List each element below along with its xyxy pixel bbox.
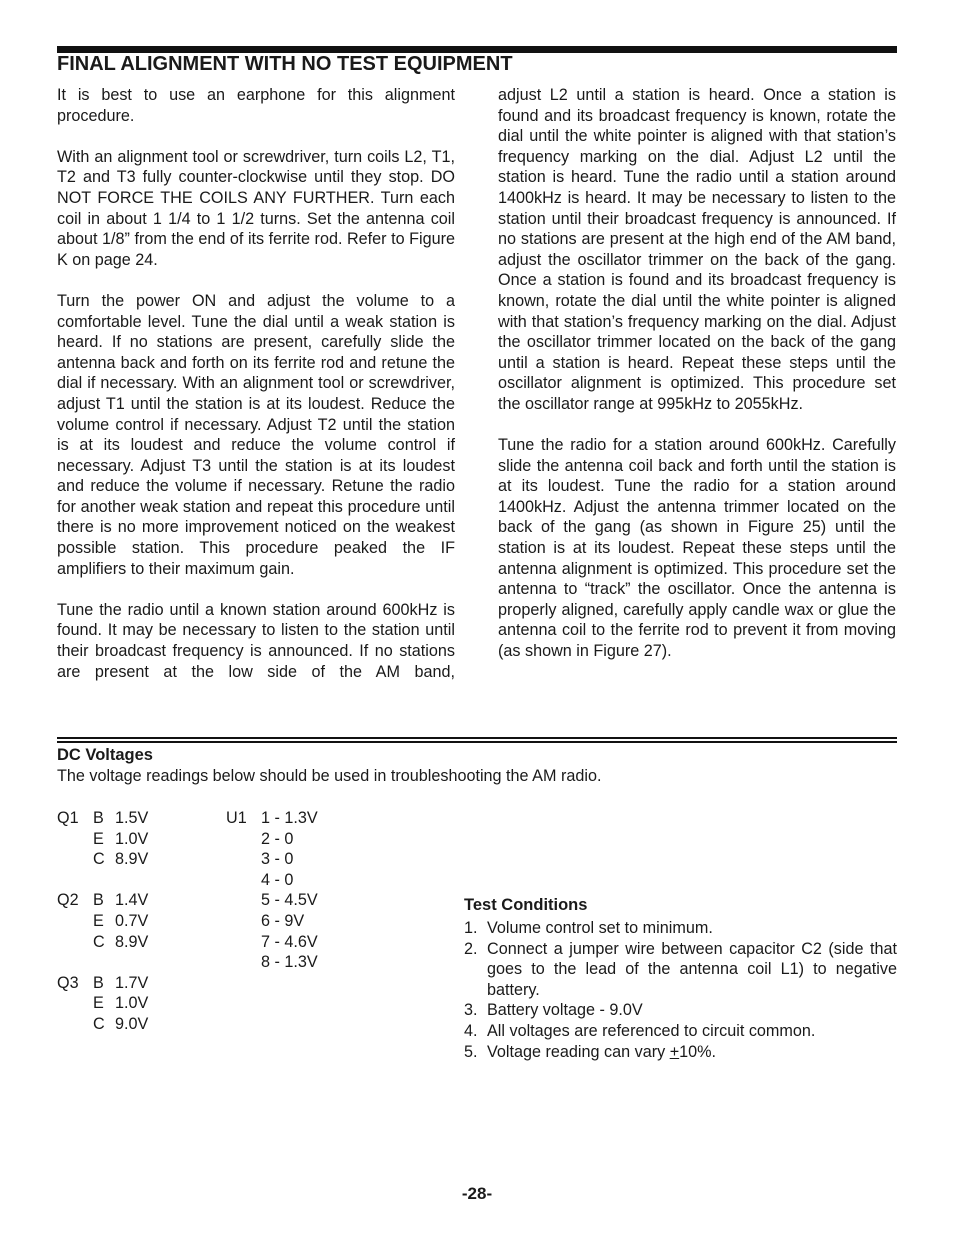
header-rule xyxy=(57,46,897,53)
voltage-value: 1.0V xyxy=(115,994,149,1013)
ic-pin-voltage: 8 - 1.3V xyxy=(261,953,318,972)
item-text: Connect a jumper wire between capacitor C2 (side that goes to the lead of the antenna coil L1) to negative battery. xyxy=(487,939,897,999)
pin-label: E xyxy=(93,994,104,1013)
pin-label: B xyxy=(93,891,104,910)
table-row xyxy=(57,829,148,850)
transistor-voltage-table xyxy=(57,808,148,1035)
paragraph: Tune the radio for a station around 600kHz. Carefully slide the antenna coil back and forth until the station is at its loudest. Tune the radio for a station around 1400kHz. Adjust the antenna trimmer located on the back of the gang (as shown in Figure 25) until the station is at its loudest. Repeat these steps until the antenna alignment is optimized. This procedure set the antenna to “track” the oscillator. Once the antenna is properly aligned, carefully apply candle wax or glue the antenna coil to the ferrite rod to prevent it from moving (as shown in Figure 27). xyxy=(498,436,896,661)
right-column xyxy=(498,85,896,682)
dc-voltages-description: The voltage readings below should be used in troubleshooting the AM radio. xyxy=(57,767,602,785)
transistor-label: Q3 xyxy=(57,973,79,992)
pin-label: E xyxy=(93,911,104,930)
table-row xyxy=(226,911,318,932)
transistor-label: Q2 xyxy=(57,891,79,910)
table-row xyxy=(226,952,318,973)
table-row xyxy=(57,1014,148,1035)
section-divider xyxy=(57,737,897,739)
table-row xyxy=(226,808,318,829)
pin-label: C xyxy=(93,850,105,869)
list-item xyxy=(464,1000,897,1021)
plus-minus-symbol: + xyxy=(669,1042,680,1061)
table-row xyxy=(57,932,148,953)
table-row xyxy=(57,808,148,829)
voltage-value: 0.7V xyxy=(115,911,149,930)
item-number: 3. xyxy=(464,1001,478,1020)
transistor-label: Q1 xyxy=(57,809,79,827)
table-row xyxy=(226,932,318,953)
table-row xyxy=(57,890,148,911)
item-text: Volume control set to minimum. xyxy=(487,919,713,937)
table-row xyxy=(226,829,318,850)
ic-pin-voltage: 2 - 0 xyxy=(261,829,294,848)
list-item xyxy=(464,1021,897,1042)
pin-label: E xyxy=(93,829,104,848)
voltage-value: 1.4V xyxy=(115,891,149,910)
voltage-value: 1.5V xyxy=(115,809,149,827)
table-row xyxy=(226,870,318,891)
ic-pin-voltage: 1 - 1.3V xyxy=(261,809,318,827)
pin-label: C xyxy=(93,932,105,951)
paragraph: With an alignment tool or screwdriver, turn coils L2, T1, T2 and T3 fully counter-clockwise until they stop. DO NOT FORCE THE COILS ANY FURTHER. Turn each coil in about 1 1/4 to 1 1/2 turns. Set the antenna coil about 1/8” from the end of its ferrite rod. Refer to Figure K on page 24. xyxy=(57,147,455,269)
item-number: 5. xyxy=(464,1042,478,1061)
item-number: 1. xyxy=(464,919,478,937)
table-row xyxy=(57,993,148,1014)
voltage-value: 9.0V xyxy=(115,1014,149,1033)
list-item xyxy=(464,918,897,939)
voltage-value: 1.7V xyxy=(115,973,149,992)
page-title: FINAL ALIGNMENT WITH NO TEST EQUIPMENT xyxy=(57,53,513,75)
voltage-value: 8.9V xyxy=(115,932,149,951)
ic-pin-voltage: 5 - 4.5V xyxy=(261,891,318,910)
pin-label: C xyxy=(93,1014,105,1033)
table-row xyxy=(57,911,148,932)
table-row xyxy=(57,849,148,870)
page-number: -28- xyxy=(461,1184,493,1203)
paragraph: adjust L2 until a station is heard. Once a station is found and its broadcast frequency is known, rotate the dial until the white pointer is aligned with that station’s frequency marking on the dial. Adjust L2 until the station is heard. Tune the radio until a station around 1400kHz is heard. It may be necessary to listen to the station until their broadcast frequency is announced. If no stations are present at the high end of the AM band, adjust the oscillator trimmer on the back of the gang. Once a station is found and its broadcast frequency is known, rotate the dial until the white pointer is aligned with that station’s frequency marking on the dial. Adjust the oscillator trimmer located on the back of the gang until a station is heard. Repeat these steps until the oscillator alignment is optimized. This procedure set the oscillator range at 995kHz to 2055kHz. xyxy=(498,86,896,413)
pin-label: B xyxy=(93,809,104,827)
list-item xyxy=(464,939,897,1001)
paragraph: Tune the radio until a known station around 600kHz is found. It may be necessary to listen to the station until their broadcast frequency is announced. If no stations are present at the low side of the AM band, xyxy=(57,600,455,681)
paragraph: Turn the power ON and adjust the volume to a comfortable level. Tune the dial until a weak station is heard. If no stations are present, carefully slide the antenna back and forth on its ferrite rod and retune the dial if necessary. With an alignment tool or screwdriver, adjust T1 until the station is at its loudest. Reduce the volume control if necessary. Adjust T2 until the station is at its loudest and reduce the volume control if necessary. Adjust T3 until the station is at its loudest and reduce the volume if necessary. Retune the radio for another weak station and repeat this procedure until there is no more improvement noticed on the weakest possible station. This procedure peaked the IF amplifiers to their maximum gain. xyxy=(57,291,455,578)
ic-label: U1 xyxy=(226,809,247,827)
section-divider xyxy=(57,741,897,743)
ic-pin-voltage: 3 - 0 xyxy=(261,850,294,869)
pin-label: B xyxy=(93,973,104,992)
table-row xyxy=(57,973,148,994)
ic-pin-voltage: 4 - 0 xyxy=(261,870,294,889)
item-text xyxy=(487,1042,897,1063)
table-row xyxy=(226,849,318,870)
test-conditions-list xyxy=(464,918,897,1062)
ic-voltage-table xyxy=(226,808,318,973)
item-number: 2. xyxy=(464,939,478,958)
paragraph: It is best to use an earphone for this alignment procedure. xyxy=(57,86,455,125)
left-column xyxy=(57,85,455,703)
ic-pin-voltage: 6 - 9V xyxy=(261,911,305,930)
voltage-value: 1.0V xyxy=(115,829,149,848)
item-text-part: Voltage reading can vary xyxy=(487,1042,670,1061)
table-row xyxy=(226,890,318,911)
item-text-part: 10%. xyxy=(679,1042,717,1061)
item-number: 4. xyxy=(464,1021,478,1040)
test-conditions-heading: Test Conditions xyxy=(464,896,588,914)
ic-pin-voltage: 7 - 4.6V xyxy=(261,932,318,951)
list-item xyxy=(464,1042,897,1063)
item-text: All voltages are referenced to circuit common. xyxy=(487,1021,816,1040)
voltage-value: 8.9V xyxy=(115,850,149,869)
item-text: Battery voltage - 9.0V xyxy=(487,1001,643,1020)
dc-voltages-heading: DC Voltages xyxy=(57,746,153,764)
